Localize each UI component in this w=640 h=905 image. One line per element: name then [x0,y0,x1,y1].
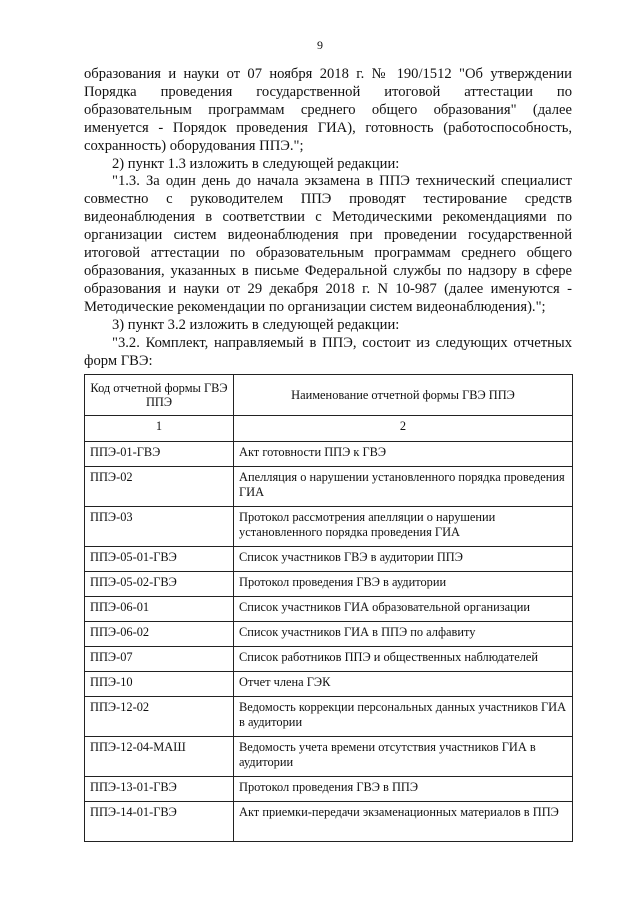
form-name: Протокол рассмотрения апелляции о нарушении установленного порядка проведения ГИА [234,507,573,547]
table-row [85,467,573,507]
page-number: 9 [317,38,323,52]
table-row [85,597,573,622]
paragraph: 3) пункт 3.2 изложить в следующей редакции: [112,316,400,333]
form-code: ППЭ-06-01 [85,597,234,622]
form-name: Апелляция о нарушении установленного порядка проведения ГИА [234,467,573,507]
form-name: Список участников ГИА в ППЭ по алфавиту [234,622,573,647]
table-row [85,647,573,672]
table-row [85,622,573,647]
form-code: ППЭ-12-02 [85,697,234,737]
paragraph: образования и науки от 07 ноября 2018 г. № 190/1512 "Об утверждении Порядка проведения государственной итоговой аттестации по образовательным программам среднего общего образования" (далее именуется - Порядок проведения ГИА), готовность (работоспособность, сохранность) оборудования ППЭ."; [84,66,572,154]
form-code: ППЭ-06-02 [85,622,234,647]
table-row [85,802,573,842]
header-code: Код отчетной формы ГВЭ ППЭ [85,375,234,416]
form-name: Ведомость коррекции персональных данных участников ГИА в аудитории [234,697,573,737]
form-code: ППЭ-10 [85,672,234,697]
form-code: ППЭ-13-01-ГВЭ [85,777,234,802]
form-name: Список участников ГИА образовательной организации [234,597,573,622]
form-code: ППЭ-14-01-ГВЭ [85,802,234,842]
column-number: 1 [85,416,234,442]
paragraph: "3.2. Комплект, направляемый в ППЭ, состоит из следующих отчетных форм ГВЭ: [84,334,572,369]
table-row [85,777,573,802]
form-code: ППЭ-03 [85,507,234,547]
form-name: Протокол проведения ГВЭ в ППЭ [234,777,573,802]
form-code: ППЭ-07 [85,647,234,672]
form-name: Акт приемки-передачи экзаменационных материалов в ППЭ [234,802,573,842]
forms-table [84,374,573,842]
form-code: ППЭ-01-ГВЭ [85,442,234,467]
table-row [85,547,573,572]
paragraph: "1.3. За один день до начала экзамена в ППЭ технический специалист совместно с руководителем ППЭ проводят тестирование средств видеонаблюдения в соответствии с Методическими рекомендациями по организации систем видеонаблюдения при проведении государственной итоговой аттестации по образовательным программам среднего общего образования, указанных в письме Федеральной службы по надзору в сфере образования и науки от 29 декабря 2018 г. N 10-987 (далее именуются - Методические рекомендации по организации систем видеонаблюдения)."; [84,173,572,315]
paragraph: 2) пункт 1.3 изложить в следующей редакции: [112,155,400,172]
form-name: Протокол проведения ГВЭ в аудитории [234,572,573,597]
form-code: ППЭ-02 [85,467,234,507]
table-row [85,442,573,467]
table-row [85,507,573,547]
form-name: Ведомость учета времени отсутствия участников ГИА в аудитории [234,737,573,777]
form-code: ППЭ-05-01-ГВЭ [85,547,234,572]
header-name: Наименование отчетной формы ГВЭ ППЭ [234,375,573,416]
table-row [85,697,573,737]
form-code: ППЭ-12-04-МАШ [85,737,234,777]
body-text [84,66,572,370]
table-row [85,572,573,597]
table-number-row [85,416,573,442]
form-name: Акт готовности ППЭ к ГВЭ [234,442,573,467]
table-row [85,737,573,777]
table-header-row [85,375,573,416]
table-row [85,672,573,697]
form-name: Отчет члена ГЭК [234,672,573,697]
form-name: Список работников ППЭ и общественных наблюдателей [234,647,573,672]
column-number: 2 [234,416,573,442]
form-code: ППЭ-05-02-ГВЭ [85,572,234,597]
form-name: Список участников ГВЭ в аудитории ППЭ [234,547,573,572]
